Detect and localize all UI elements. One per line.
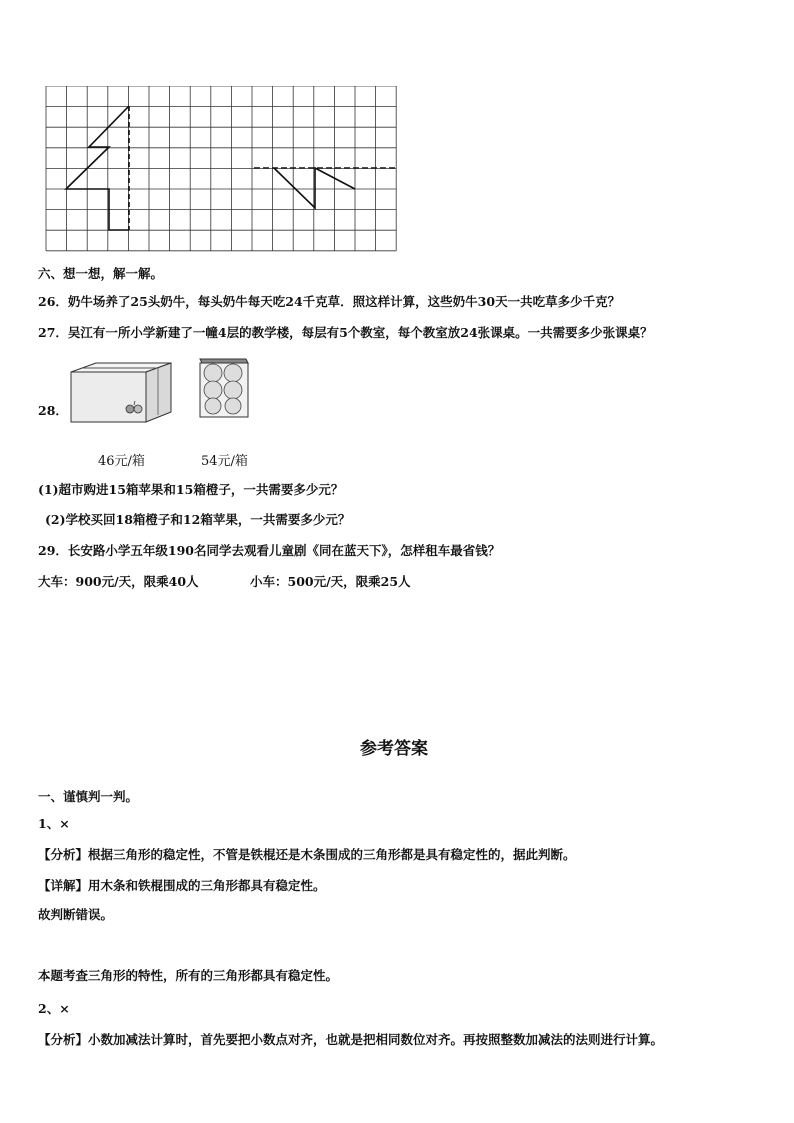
orange-box-price: 54元/箱 [201, 454, 248, 469]
apple-box-image [68, 360, 174, 426]
section-six-title: 六、想一想，解一解。 [38, 266, 164, 281]
answer-2-label: 2、× [38, 1001, 70, 1016]
answer-2-analysis: 【分析】小数加减法计算时，首先要把小数点对齐，也就是把相同数位对齐。再按照整数加减法的法则进行计算。 [38, 1032, 664, 1047]
answer-1-conclusion: 故判断错误。 [38, 907, 114, 922]
answer-1-label: 1、× [38, 816, 70, 831]
answer-1-note: 本题考查三角形的特性，所有的三角形都具有稳定性。 [38, 968, 339, 983]
apple-box-price: 46元/箱 [98, 454, 145, 469]
question-26: 26．奶牛场养了25头奶牛，每头奶牛每天吃24千克草．照这样计算，这些奶牛30天一共吃草多少千克？ [38, 294, 621, 309]
answer-1-analysis: 【分析】根据三角形的稳定性，不管是铁棍还是木条围成的三角形都是具有稳定性的，据此判断。 [38, 847, 576, 862]
question-27: 27．吴江有一所小学新建了一幢4层的教学楼，每层有5个教室，每个教室放24张课桌。一共需要多少张课桌？ [38, 325, 653, 340]
big-bus-info: 大车：900元/天，限乘40人 [38, 574, 199, 589]
partial-shape [274, 168, 355, 208]
question-28-part-1: (1)超市购进15箱苹果和15箱橙子，一共需要多少元？ [38, 482, 344, 497]
question-29: 29．长安路小学五年级190名同学去观看儿童剧《同在蓝天下》，怎样租车最省钱？ [38, 543, 501, 558]
question-28-part-2: (2)学校买回18箱橙子和12箱苹果，一共需要多少元？ [45, 512, 351, 527]
orange-box-image [198, 357, 250, 419]
section-one-title: 一、谨慎判一判。 [38, 789, 139, 804]
answer-key-title: 参考答案 [360, 739, 428, 759]
small-bus-info: 小车：500元/天，限乘25人 [250, 574, 411, 589]
grid-figure [40, 86, 400, 254]
answer-1-detail: 【详解】用木条和铁棍围成的三角形都具有稳定性。 [38, 878, 326, 893]
question-28-number: 28． [38, 403, 68, 418]
